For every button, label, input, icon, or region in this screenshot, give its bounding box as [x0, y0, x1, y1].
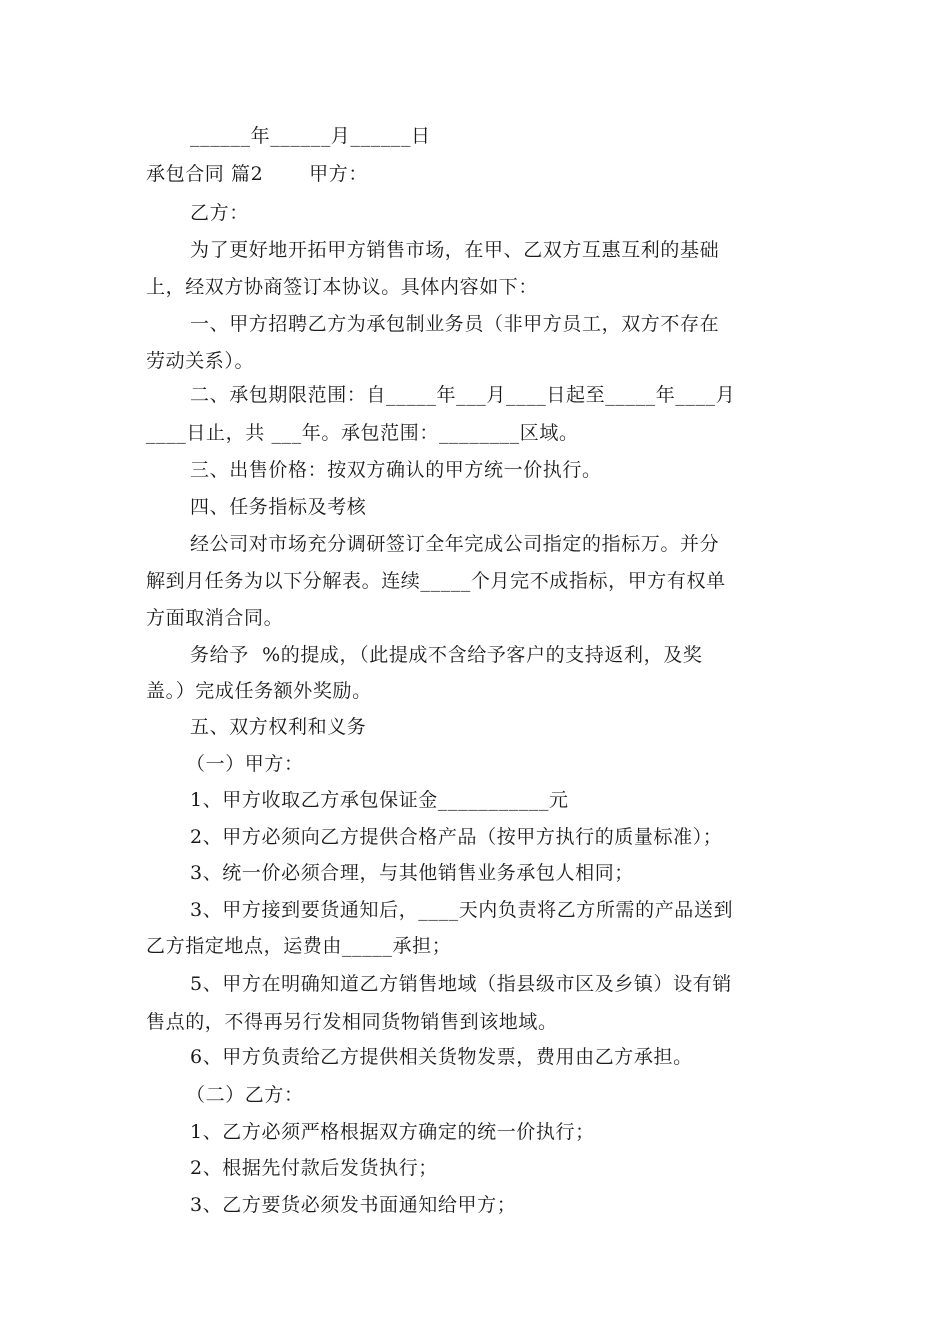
sub-heading: （二）乙方： — [186, 1084, 304, 1106]
clause-line: ____日止，共 ___年。承包范围：________区域。 — [146, 422, 579, 444]
list-item: 2、根据先付款后发货执行； — [190, 1157, 438, 1179]
party-b-label: 乙方： — [190, 202, 249, 224]
list-item: 乙方指定地点，运费由_____承担； — [146, 935, 452, 957]
section-heading: 承包合同 篇2 甲方： — [146, 163, 368, 185]
list-item: 3、乙方要货必须发书面通知给甲方； — [190, 1194, 517, 1216]
clause-line: 劳动关系）。 — [146, 350, 255, 372]
paragraph-line: 为了更好地开拓甲方销售市场，在甲、乙双方互惠互利的基础 — [190, 239, 720, 261]
paragraph-line: 解到月任务为以下分解表。连续_____个月完不成指标，甲方有权单 — [146, 570, 726, 592]
clause-line: 三、出售价格：按双方确认的甲方统一价执行。 — [190, 459, 602, 481]
paragraph-line: 务给予 %的提成，（此提成不含给予客户的支持返利，及奖 — [190, 644, 703, 666]
paragraph-line: 盖。）完成任务额外奖励。 — [146, 680, 372, 702]
clause-line: 一、甲方招聘乙方为承包制业务员（非甲方员工，双方不存在 — [190, 313, 720, 335]
clause-heading: 四、任务指标及考核 — [190, 496, 367, 518]
list-item: 1、甲方收取乙方承包保证金___________元 — [190, 789, 569, 811]
date-line: ______年______月______日 — [190, 125, 431, 147]
list-item: 6、甲方负责给乙方提供相关货物发票，费用由乙方承担。 — [190, 1046, 693, 1068]
paragraph-line: 方面取消合同。 — [146, 607, 284, 629]
list-item: 2、甲方必须向乙方提供合格产品（按甲方执行的质量标准）； — [190, 826, 723, 848]
paragraph-line: 上，经双方协商签订本协议。具体内容如下： — [146, 276, 539, 298]
list-item: 3、统一价必须合理，与其他销售业务承包人相同； — [190, 862, 634, 884]
paragraph-line: 经公司对市场充分调研签订全年完成公司指定的指标万。并分 — [190, 533, 720, 555]
list-item: 5、甲方在明确知道乙方销售地域（指县级市区及乡镇）设有销 — [190, 973, 732, 995]
list-item: 售点的，不得再另行发相同货物销售到该地域。 — [146, 1011, 558, 1033]
list-item: 3、甲方接到要货通知后，____天内负责将乙方所需的产品送到 — [190, 899, 734, 921]
clause-line: 二、承包期限范围：自_____年___月____日起至_____年____月 — [190, 384, 736, 406]
list-item: 1、乙方必须严格根据双方确定的统一价执行； — [190, 1121, 595, 1143]
sub-heading: （一）甲方： — [186, 753, 304, 775]
clause-heading: 五、双方权利和义务 — [190, 716, 367, 738]
